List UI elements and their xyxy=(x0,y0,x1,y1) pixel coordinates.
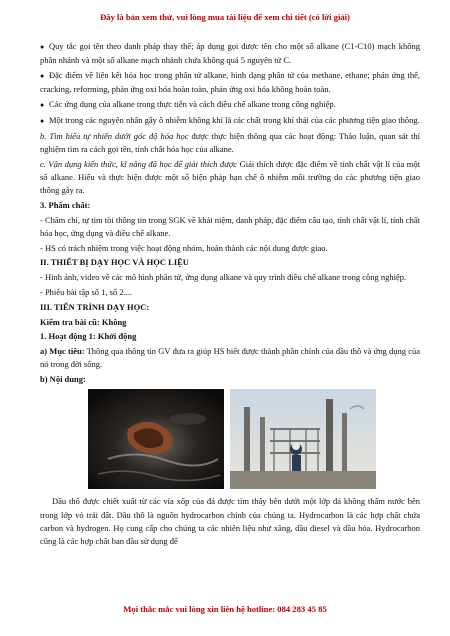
section-3-line: - Chăm chỉ, tự tìm tòi thông tin trong SGK về khái niệm, danh pháp, đặc điểm cấu tạo, tính chất vật lí, tính chất hóa học, ứng dụng và điều chế alkane. xyxy=(40,214,420,238)
crude-oil-hands-image xyxy=(88,389,224,489)
crude-oil-paragraph: Dầu thô được chiết xuất từ các vỉa xốp của đá được tìm thấy bên dưới một lớp đá không thấm nước bên trong lớp vỏ trái đất. Dầu thô là nguồn hydrocarbon chính của chúng ta. Hydrocarbon là các hợp chất chứa carbon và hydrogen. Họ cung cấp cho chúng ta các nhiên liệu như xăng, dầu diesel và dầu hỏa. Hydrocarbon cũng là các hợp chất ban đầu sử dụng để xyxy=(40,496,420,546)
item-c-paragraph: c. Vận dụng kiến thức, kĩ năng đã học để giải thích được Giải thích được đặc điểm về tính chất vật lí của một số alkane. Hiểu và thực hiện được một số biện pháp hạn chế ô nhiễm môi trường do các phương tiện giao thông gây ra. xyxy=(40,158,420,195)
aim-paragraph: a) Mục tiêu: Thông qua thông tin GV đưa ra giúp HS biết được thành phần chính của dầu thô và ứng dụng của nó trong đời sống. xyxy=(40,346,420,370)
bullet-dot-icon: ● xyxy=(40,43,45,51)
bullet-dot-icon: ● xyxy=(40,72,45,80)
hotline-banner: Mọi thắc mắc vui lòng xin liên hệ hotline: 084 283 45 85 xyxy=(123,604,327,614)
section-3-title: 3. Phẩm chất: xyxy=(40,199,91,210)
photo-row xyxy=(40,389,420,491)
document-body xyxy=(40,40,420,550)
check-old-lesson: Kiểm tra bài cũ: Không xyxy=(40,316,127,327)
bullet-dot-icon: ● xyxy=(40,101,45,109)
bullet-dot-icon: ● xyxy=(40,116,45,125)
bullet-item: ● Các ứng dụng của alkane trong thực tiễn và cách điều chế alkane trong công nghiệp. xyxy=(40,98,420,112)
preview-banner: Đây là bản xem thử, vui lòng mua tài liệu để xem chi tiết (có lời giải) xyxy=(100,12,350,22)
section-iii-title: III. TIẾN TRÌNH DẠY HỌC: xyxy=(40,301,150,312)
bullet-item: ● Đặc điểm về liên kết hóa học trong phân tử alkane, hình dạng phân tử của methane, ethane; phản ứng thế, cracking, reforming, phản ứng oxi hóa hoàn toàn, phản ứng oxi hóa không hoàn toàn. xyxy=(40,70,420,95)
item-b-paragraph: b. Tìm hiểu tự nhiên dưới góc độ hóa học được thực hiện thông qua các hoạt động: Thảo luận, quan sát thí nghiệm tìm ra cách gọi tên, tính chất hóa học của alkane. xyxy=(40,130,420,154)
section-3-line: - HS có trách nhiệm trong việc hoạt động nhóm, hoàn thành các nội dung được giao. xyxy=(40,242,328,253)
oil-refinery-image xyxy=(230,389,376,489)
activity-1-title: 1. Hoạt động 1: Khởi động xyxy=(40,331,137,342)
section-ii-line: - Hình ảnh, video về các mô hình phân tử, ứng dụng alkane và quy trình điều chế alkane trong công nghiệp. xyxy=(40,272,407,283)
section-ii-title: II. THIẾT BỊ DẠY HỌC VÀ HỌC LIỆU xyxy=(40,257,189,268)
bullet-item: ● Một trong các nguyên nhân gây ô nhiễm không khí là các chất trong khí thải của các phương tiện giao thông. xyxy=(40,114,420,128)
bullet-item: ● Quy tắc gọi tên theo danh pháp thay thế; áp dụng gọi được tên cho một số alkane (C1-C10) mạch không phân nhánh và một số alkane mạch nhánh chứa không quá 5 nguyên tử C. xyxy=(40,41,420,66)
content-label: b) Nội dung: xyxy=(40,374,86,385)
section-ii-line: - Phiếu bài tập số 1, số 2.... xyxy=(40,286,133,297)
